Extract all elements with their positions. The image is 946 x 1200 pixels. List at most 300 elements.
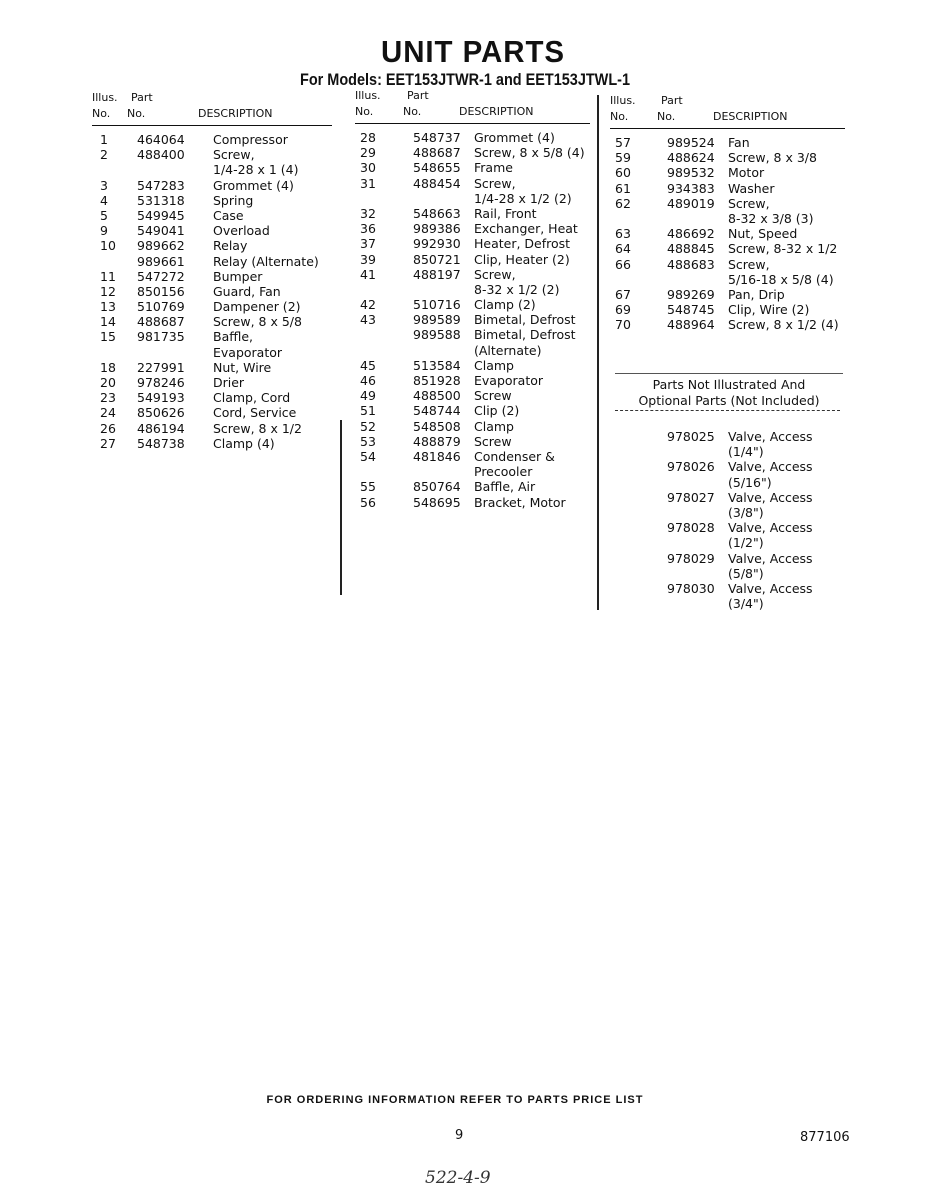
- part-number: 488624: [667, 150, 715, 166]
- illus-number: 57: [615, 135, 631, 150]
- description-line: Grommet (4): [474, 130, 555, 145]
- description-line: Condenser &: [474, 448, 555, 464]
- description-line: Washer: [728, 180, 775, 196]
- table-row: [92, 238, 332, 253]
- description-header: DESCRIPTION: [459, 105, 534, 118]
- description: [728, 165, 845, 180]
- illus-number: 5: [100, 207, 108, 223]
- header-rule: [355, 123, 590, 124]
- illus-number: 31: [360, 175, 376, 191]
- description-line: 8-32 x 3/8 (3): [728, 210, 814, 226]
- description-line: Clip (2): [474, 403, 520, 419]
- part-header: Part: [407, 89, 429, 102]
- part-header: Part: [131, 91, 153, 104]
- page-title: UNIT PARTS: [380, 34, 566, 69]
- table-row: [355, 373, 590, 388]
- page-number: 9: [455, 1128, 464, 1143]
- table-row: [355, 176, 590, 206]
- description-line: Precooler: [474, 464, 533, 480]
- description-line: Bimetal, Defrost: [474, 312, 576, 328]
- description-line: Bimetal, Defrost: [474, 327, 576, 343]
- description-line: Grommet (4): [213, 177, 294, 193]
- handwritten-note: 522-4-9: [425, 1168, 491, 1188]
- description: [728, 317, 845, 332]
- divider: [615, 410, 840, 411]
- illus-number: 55: [360, 479, 376, 495]
- table-row: [610, 302, 845, 317]
- description-line: Screw,: [728, 195, 770, 211]
- illus-number: 66: [615, 256, 631, 272]
- description: [213, 284, 332, 299]
- part-number: 851928: [413, 373, 461, 388]
- description: [213, 223, 332, 238]
- description: [474, 358, 590, 373]
- illus-number: 69: [615, 302, 631, 318]
- illus-number: 3: [100, 177, 108, 193]
- illus-number: 30: [360, 160, 376, 176]
- table-row: [355, 145, 590, 160]
- illus-number: 49: [360, 388, 376, 404]
- description-line: Screw,: [474, 266, 516, 282]
- description-line: Clip, Wire (2): [728, 302, 810, 318]
- part-number: 481846: [413, 448, 461, 464]
- description: [213, 147, 332, 177]
- description-line: Drier: [213, 375, 245, 390]
- part-number: 934383: [667, 180, 715, 196]
- description-line: Screw: [474, 433, 512, 449]
- part-number: 547272: [137, 268, 185, 284]
- table-row: [610, 150, 845, 165]
- illus-number: 54: [360, 448, 376, 464]
- description-line: Rail, Front: [474, 205, 537, 221]
- description-line: Relay: [213, 238, 248, 254]
- description-line: 8-32 x 1/2 (2): [474, 281, 560, 297]
- table-row: [610, 490, 845, 520]
- part-number: 978027: [667, 489, 715, 505]
- illus-number: 51: [360, 403, 376, 419]
- description-line: Valve, Access: [728, 489, 813, 505]
- illus-number: 70: [615, 317, 631, 333]
- illus-number: 61: [615, 180, 631, 196]
- part-number: 981735: [137, 329, 185, 345]
- table-row: [610, 429, 845, 459]
- table-row: [610, 551, 845, 581]
- table-row: [92, 299, 332, 314]
- illus-number: 24: [100, 405, 116, 421]
- table-row: [92, 193, 332, 208]
- description: [213, 360, 332, 375]
- part-number: 850721: [413, 251, 461, 267]
- table-row: [92, 147, 332, 177]
- part-number: 989589: [413, 312, 461, 328]
- part-number: 547283: [137, 177, 185, 193]
- description: [474, 176, 590, 206]
- table-row: [92, 208, 332, 223]
- parts-column-2: [355, 89, 590, 510]
- illus-number: 4: [100, 192, 108, 208]
- illus-number: 15: [100, 329, 116, 345]
- table-row: [355, 434, 590, 449]
- illus-number: 9: [100, 223, 108, 239]
- illus-number: 29: [360, 145, 376, 161]
- table-row: [92, 284, 332, 299]
- table-row: [92, 314, 332, 329]
- part-number: 978030: [667, 580, 715, 596]
- description: [474, 206, 590, 221]
- table-row: [92, 360, 332, 375]
- optional-heading-line: Parts Not Illustrated And: [652, 377, 806, 392]
- table-row: [610, 581, 845, 611]
- no-header: No.: [92, 107, 111, 120]
- description-line: Fan: [728, 135, 750, 150]
- description: [474, 312, 590, 327]
- description-line: (5/16"): [728, 474, 772, 490]
- illus-number: 64: [615, 241, 631, 257]
- table-row: [355, 495, 590, 510]
- description-line: Evaporator: [213, 344, 283, 360]
- description: [474, 434, 590, 449]
- table-row: [92, 254, 332, 269]
- description-line: (1/2"): [728, 535, 764, 551]
- description: [474, 267, 590, 297]
- description: [474, 327, 590, 357]
- description-line: Screw, 8 x 5/8 (4): [474, 145, 585, 161]
- illus-number: 23: [100, 390, 116, 406]
- description: [474, 130, 590, 145]
- illus-number: 20: [100, 375, 116, 390]
- table-row: [92, 132, 332, 147]
- description: [474, 495, 590, 510]
- description: [474, 419, 590, 434]
- description: [213, 314, 332, 329]
- no-header: No.: [403, 105, 422, 118]
- description-line: Spring: [213, 192, 254, 208]
- part-number: 548744: [413, 403, 461, 419]
- description-line: Screw,: [728, 256, 770, 272]
- description-line: Pan, Drip: [728, 286, 785, 302]
- illus-number: 14: [100, 314, 116, 330]
- part-number: 549945: [137, 207, 185, 223]
- illus-number: 12: [100, 283, 116, 299]
- part-number: 548745: [667, 302, 715, 318]
- description-line: Baffle, Air: [474, 479, 536, 495]
- table-row: [92, 178, 332, 193]
- part-number: 548737: [413, 130, 461, 145]
- table-row: [92, 421, 332, 436]
- description-line: Screw, 8 x 5/8: [213, 314, 302, 330]
- table-row: [355, 312, 590, 327]
- description: [213, 132, 332, 147]
- illus-header: Illus.: [355, 89, 381, 102]
- part-number: 488400: [137, 147, 185, 163]
- description: [474, 160, 590, 175]
- description: [213, 405, 332, 420]
- description: [728, 287, 845, 302]
- table-row: [355, 449, 590, 479]
- description: [728, 459, 845, 489]
- description-line: (3/4"): [728, 596, 764, 612]
- description-line: Clamp (4): [213, 435, 275, 451]
- description: [728, 257, 845, 287]
- part-number: 488845: [667, 241, 715, 257]
- description: [474, 449, 590, 479]
- description-line: (1/4"): [728, 444, 764, 460]
- table-row: [610, 226, 845, 241]
- description-line: Baffle,: [213, 329, 253, 345]
- part-number: 989524: [667, 135, 715, 150]
- table-row: [92, 390, 332, 405]
- table-row: [355, 403, 590, 418]
- table-row: [610, 135, 845, 150]
- part-number: 227991: [137, 359, 185, 375]
- description: [213, 299, 332, 314]
- description-line: Screw: [474, 388, 512, 404]
- table-row: [610, 241, 845, 256]
- table-row: [610, 459, 845, 489]
- optional-heading-line: Optional Parts (Not Included): [638, 393, 820, 408]
- illus-number: 1: [100, 132, 108, 147]
- description: [728, 181, 845, 196]
- table-row: [92, 223, 332, 238]
- description: [728, 551, 845, 581]
- part-number: 488454: [413, 175, 461, 191]
- description-line: Screw, 8 x 1/2: [213, 420, 302, 436]
- description-line: Valve, Access: [728, 550, 813, 566]
- description: [213, 390, 332, 405]
- description-line: Nut, Speed: [728, 226, 798, 242]
- description-line: Evaporator: [474, 373, 544, 388]
- description: [474, 479, 590, 494]
- illus-number: 28: [360, 130, 376, 145]
- part-number: 488500: [413, 388, 461, 404]
- table-row: [92, 436, 332, 451]
- ordering-note: FOR ORDERING INFORMATION REFER TO PARTS PRICE LIST: [266, 1094, 644, 1106]
- part-number: 992930: [413, 236, 461, 252]
- illus-number: 11: [100, 268, 116, 284]
- description-line: 1/4-28 x 1/2 (2): [474, 190, 572, 206]
- document-code: 877106: [800, 1130, 850, 1145]
- description: [474, 145, 590, 160]
- illus-number: 67: [615, 286, 631, 302]
- part-number: 488964: [667, 317, 715, 333]
- description: [728, 226, 845, 241]
- description-line: Valve, Access: [728, 580, 813, 596]
- column-header: [92, 91, 332, 107]
- description-line: Screw,: [474, 175, 516, 191]
- description: [728, 135, 845, 150]
- part-number: 488683: [667, 256, 715, 272]
- no-header: No.: [657, 110, 676, 123]
- part-number: 464064: [137, 132, 185, 147]
- part-number: 488197: [413, 266, 461, 282]
- description: [474, 297, 590, 312]
- table-row: [355, 358, 590, 373]
- illus-header: Illus.: [92, 91, 118, 104]
- description-line: Guard, Fan: [213, 283, 281, 299]
- part-number: 978028: [667, 520, 715, 536]
- description: [728, 241, 845, 256]
- table-row: [92, 405, 332, 420]
- illus-number: 41: [360, 266, 376, 282]
- description-line: Case: [213, 207, 244, 223]
- illus-number: 63: [615, 226, 631, 242]
- table-row: [610, 257, 845, 287]
- optional-parts-list: [610, 429, 845, 611]
- illus-number: 45: [360, 357, 376, 373]
- description: [213, 193, 332, 208]
- description-line: Clip, Heater (2): [474, 251, 570, 267]
- table-row: [610, 181, 845, 196]
- illus-number: 60: [615, 165, 631, 181]
- part-number: 510769: [137, 299, 185, 315]
- description: [474, 252, 590, 267]
- column-header: [355, 89, 590, 105]
- part-number: 850764: [413, 479, 461, 495]
- illus-number: 18: [100, 359, 116, 375]
- illus-header: Illus.: [610, 94, 636, 107]
- part-number: 978025: [667, 429, 715, 444]
- description-line: Relay (Alternate): [213, 253, 319, 269]
- part-number: 989662: [137, 238, 185, 254]
- description-line: Dampener (2): [213, 299, 301, 315]
- description: [474, 403, 590, 418]
- description-header: DESCRIPTION: [198, 107, 273, 120]
- illus-number: 37: [360, 236, 376, 252]
- description-line: Clamp: [474, 418, 514, 434]
- part-number: 513584: [413, 357, 461, 373]
- column-header: [610, 94, 845, 110]
- description: [213, 254, 332, 269]
- description-line: Screw, 8 x 3/8: [728, 150, 817, 166]
- table-row: [355, 297, 590, 312]
- description-line: 5/16-18 x 5/8 (4): [728, 271, 834, 287]
- description-line: Bumper: [213, 268, 263, 284]
- description-line: Heater, Defrost: [474, 236, 571, 252]
- description: [728, 196, 845, 226]
- description: [474, 373, 590, 388]
- table-row: [610, 196, 845, 226]
- table-row: [355, 252, 590, 267]
- description-line: Overload: [213, 223, 270, 239]
- description-line: 1/4-28 x 1 (4): [213, 162, 299, 178]
- table-row: [610, 165, 845, 180]
- models-subtitle: For Models: EET153JTWR-1 and EET153JTWL-1: [300, 70, 631, 89]
- description-line: Frame: [474, 160, 513, 176]
- no-header: No.: [355, 105, 374, 118]
- table-row: [355, 236, 590, 251]
- description: [728, 429, 845, 459]
- part-number: 548655: [413, 160, 461, 176]
- part-number: 488687: [137, 314, 185, 330]
- part-number: 549041: [137, 223, 185, 239]
- description-line: Valve, Access: [728, 429, 813, 444]
- illus-number: 62: [615, 195, 631, 211]
- description-line: (5/8"): [728, 565, 764, 581]
- parts-column-1: [92, 91, 332, 451]
- part-number: 548695: [413, 494, 461, 510]
- description: [474, 388, 590, 403]
- description-line: Clamp (2): [474, 297, 536, 313]
- table-row: [610, 287, 845, 302]
- part-number: 989269: [667, 286, 715, 302]
- table-row: [355, 419, 590, 434]
- part-number: 850156: [137, 283, 185, 299]
- description: [728, 490, 845, 520]
- description: [213, 269, 332, 284]
- column-header: [610, 110, 845, 126]
- illus-number: 36: [360, 221, 376, 237]
- illus-number: 52: [360, 418, 376, 434]
- description-line: Compressor: [213, 132, 288, 147]
- description-line: Screw, 8 x 1/2 (4): [728, 317, 839, 333]
- part-number: 531318: [137, 192, 185, 208]
- column-divider: [340, 420, 342, 595]
- part-number: 989661: [137, 253, 185, 269]
- part-number: 549193: [137, 390, 185, 406]
- illus-number: 32: [360, 205, 376, 221]
- description: [213, 178, 332, 193]
- description: [213, 238, 332, 253]
- table-row: [355, 479, 590, 494]
- illus-number: 59: [615, 150, 631, 166]
- description-line: Screw, 8-32 x 1/2: [728, 241, 838, 257]
- description: [728, 150, 845, 165]
- column-header: [355, 105, 590, 121]
- illus-number: 13: [100, 299, 116, 315]
- description: [728, 302, 845, 317]
- no-header: No.: [127, 107, 146, 120]
- column-divider: [597, 95, 599, 610]
- description-line: Clamp, Cord: [213, 390, 291, 406]
- table-row: [355, 388, 590, 403]
- part-number: 488687: [413, 145, 461, 161]
- part-number: 548663: [413, 205, 461, 221]
- description: [213, 421, 332, 436]
- column-header: [92, 107, 332, 123]
- description-line: Valve, Access: [728, 520, 813, 536]
- illus-number: 53: [360, 433, 376, 449]
- table-row: [92, 269, 332, 284]
- illus-number: 56: [360, 494, 376, 510]
- table-row: [355, 267, 590, 297]
- table-row: [610, 520, 845, 550]
- description-line: Valve, Access: [728, 459, 813, 475]
- description: [728, 581, 845, 611]
- description-line: Bracket, Motor: [474, 494, 566, 510]
- part-number: 989532: [667, 165, 715, 181]
- header-rule: [92, 125, 332, 126]
- description: [213, 208, 332, 223]
- part-number: 850626: [137, 405, 185, 421]
- part-number: 548738: [137, 435, 185, 451]
- illus-number: 2: [100, 147, 108, 163]
- illus-number: 43: [360, 312, 376, 328]
- description: [213, 436, 332, 451]
- table-row: [355, 221, 590, 236]
- part-number: 989386: [413, 221, 461, 237]
- part-number: 978029: [667, 550, 715, 566]
- part-number: 486692: [667, 226, 715, 242]
- description-line: Cord, Service: [213, 405, 297, 421]
- illus-number: 10: [100, 238, 116, 254]
- description-line: Clamp: [474, 357, 514, 373]
- part-number: 489019: [667, 195, 715, 211]
- description-line: Exchanger, Heat: [474, 221, 578, 237]
- parts-column-3: [610, 94, 845, 332]
- part-number: 488879: [413, 433, 461, 449]
- table-row: [355, 327, 590, 357]
- description-line: Screw,: [213, 147, 255, 163]
